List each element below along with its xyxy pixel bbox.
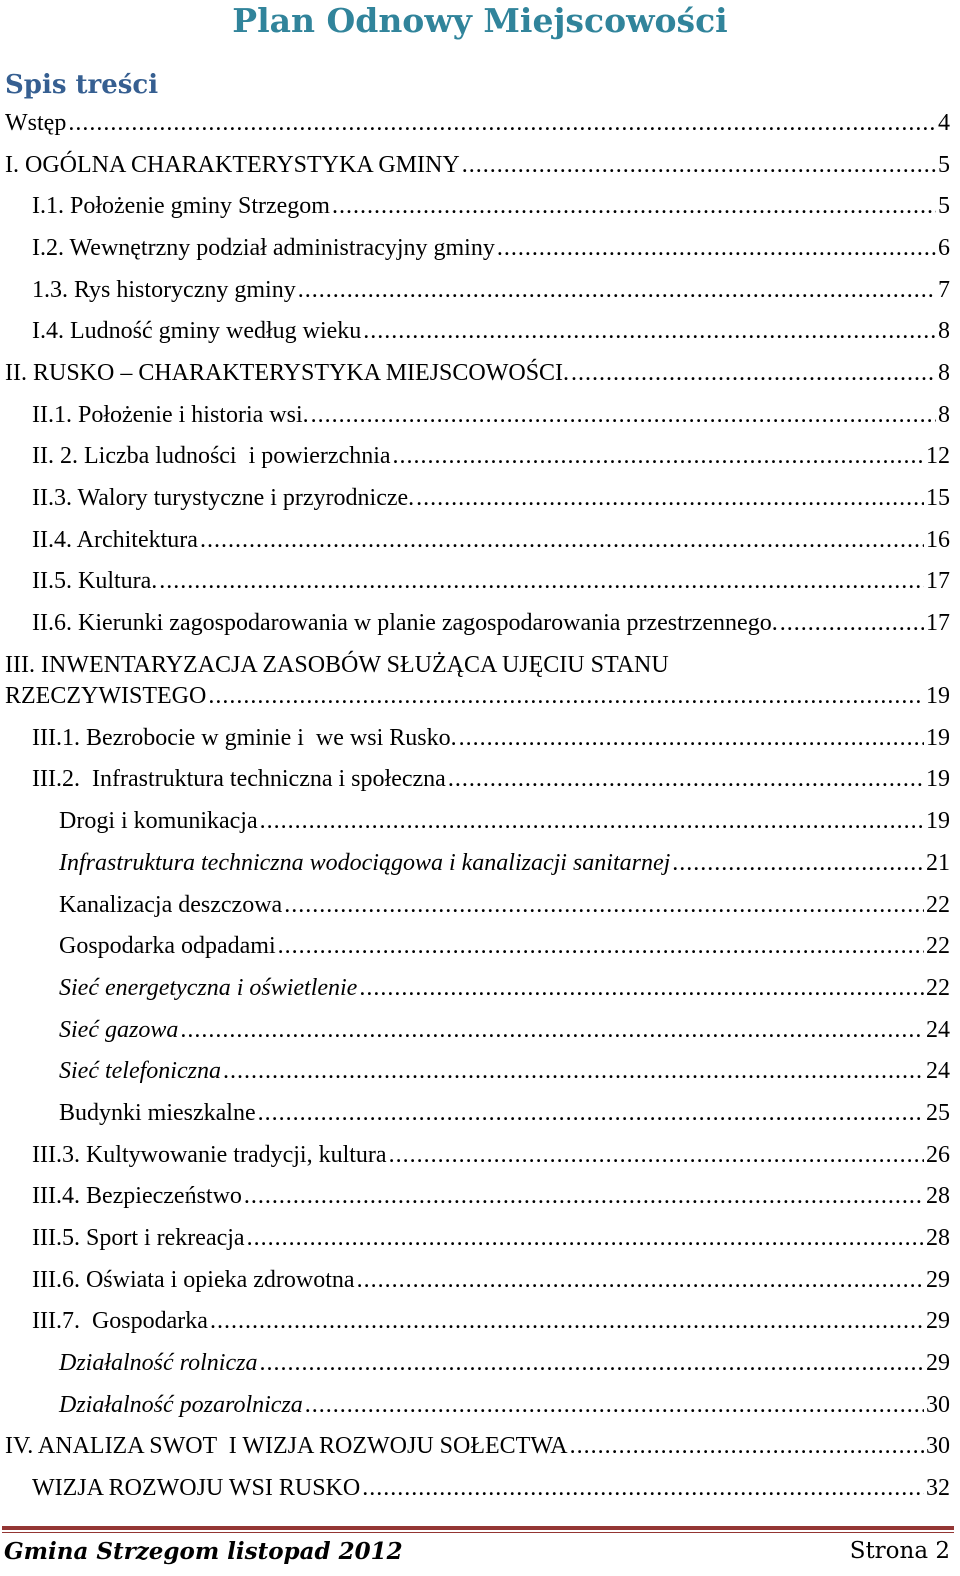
toc-page-number: 6 xyxy=(938,234,950,261)
toc-entry[interactable] xyxy=(0,1050,952,1092)
toc-leader-dots xyxy=(244,1181,924,1211)
toc-entry[interactable] xyxy=(0,102,952,144)
toc-entry[interactable] xyxy=(0,1301,952,1343)
toc-entry-label: Sieć gazowa xyxy=(59,1016,179,1043)
toc-entry-label-cont: RZECZYWISTEGO xyxy=(5,682,207,709)
toc-entry[interactable] xyxy=(0,1384,952,1426)
toc-leader-dots xyxy=(416,483,924,513)
toc-entry[interactable] xyxy=(0,185,952,227)
toc-entry-label: II.4. Architektura xyxy=(32,526,198,553)
toc-entry-label: III. INWENTARYZACJA ZASOBÓW SŁUŻĄCA UJĘCIU STANU xyxy=(5,651,669,678)
toc-entry-label: Sieć telefoniczna xyxy=(59,1058,221,1085)
toc-leader-dots xyxy=(284,890,924,920)
toc-leader-dots xyxy=(362,1473,924,1503)
footer-page-number: Strona 2 xyxy=(849,1538,950,1564)
toc-leader-dots xyxy=(332,191,936,221)
toc-entry[interactable] xyxy=(0,227,952,269)
toc-entry-label: Drogi i komunikacja xyxy=(59,808,258,835)
toc-entry-label: III.5. Sport i rekreacja xyxy=(32,1225,245,1252)
table-of-contents xyxy=(0,102,952,1509)
toc-entry-label: I.2. Wewnętrzny podział administracyjny gminy xyxy=(32,234,495,261)
toc-entry[interactable] xyxy=(0,436,952,478)
toc-leader-dots xyxy=(260,806,924,836)
toc-entry[interactable] xyxy=(0,561,952,603)
toc-leader-dots xyxy=(359,973,924,1003)
toc-leader-dots xyxy=(223,1056,924,1086)
toc-entry-label: Wstęp xyxy=(5,109,67,136)
toc-page-number: 30 xyxy=(926,1433,950,1460)
toc-entry[interactable] xyxy=(0,1426,952,1468)
toc-entry-label: IV. ANALIZA SWOT I WIZJA ROZWOJU SOŁECTWA xyxy=(5,1433,568,1460)
toc-entry[interactable] xyxy=(0,1259,952,1301)
toc-leader-dots xyxy=(298,275,936,305)
toc-entry[interactable] xyxy=(0,519,952,561)
toc-leader-dots xyxy=(780,608,924,638)
toc-page-number: 17 xyxy=(926,568,950,595)
toc-leader-dots xyxy=(357,1265,924,1295)
toc-page-number: 29 xyxy=(926,1266,950,1293)
toc-entry-label: Budynki mieszkalne xyxy=(59,1099,256,1126)
toc-entry-label: I. OGÓLNA CHARAKTERYSTYKA GMINY xyxy=(5,151,460,178)
toc-page-number: 24 xyxy=(926,1016,950,1043)
toc-leader-dots xyxy=(180,1015,924,1045)
toc-entry-label: Gospodarka odpadami xyxy=(59,933,276,960)
toc-entry[interactable] xyxy=(0,602,952,644)
toc-entry[interactable] xyxy=(0,477,952,519)
toc-entry[interactable] xyxy=(0,800,952,842)
toc-page-number: 25 xyxy=(926,1099,950,1126)
toc-entry-label: Kanalizacja deszczowa xyxy=(59,891,283,918)
toc-page-number: 5 xyxy=(938,193,950,220)
toc-entry-label: III.7. Gospodarka xyxy=(32,1308,208,1335)
toc-leader-dots xyxy=(258,1098,924,1128)
toc-leader-dots xyxy=(462,150,936,180)
toc-entry[interactable] xyxy=(0,352,952,394)
toc-leader-dots xyxy=(311,400,936,430)
toc-page-number: 24 xyxy=(926,1058,950,1085)
toc-leader-dots xyxy=(672,848,924,878)
toc-leader-dots xyxy=(278,931,924,961)
footer-rule xyxy=(2,1526,954,1530)
toc-page-number: 28 xyxy=(926,1225,950,1252)
toc-page-number: 12 xyxy=(926,443,950,470)
toc-entry[interactable] xyxy=(0,925,952,967)
toc-page-number: 30 xyxy=(926,1391,950,1418)
toc-page-number: 17 xyxy=(926,610,950,637)
toc-page-number: 28 xyxy=(926,1183,950,1210)
toc-entry-label: III.4. Bezpieczeństwo xyxy=(32,1183,242,1210)
toc-page-number: 26 xyxy=(926,1141,950,1168)
toc-entry[interactable] xyxy=(0,1342,952,1384)
toc-entry-label: 1.3. Rys historyczny gminy xyxy=(32,276,296,303)
toc-page-number: 21 xyxy=(926,849,950,876)
toc-entry-label: II.1. Położenie i historia wsi. xyxy=(32,401,309,428)
toc-entry[interactable] xyxy=(0,144,952,186)
toc-page-number: 8 xyxy=(938,318,950,345)
toc-page-number: 22 xyxy=(926,974,950,1001)
toc-entry-label: I.4. Ludność gminy według wieku xyxy=(32,318,362,345)
toc-entry-label: Działalność rolnicza xyxy=(59,1350,258,1377)
toc-entry-line2 xyxy=(5,681,950,711)
toc-leader-dots xyxy=(571,358,936,388)
toc-page-number: 22 xyxy=(926,891,950,918)
toc-entry-label: II. RUSKO – CHARAKTERYSTYKA MIEJSCOWOŚCI. xyxy=(5,359,570,386)
toc-entry-label: Infrastruktura techniczna wodociągowa i kanalizacji sanitarnej xyxy=(59,849,671,876)
toc-entry[interactable] xyxy=(0,1217,952,1259)
toc-entry-label: III.3. Kultywowanie tradycji, kultura xyxy=(32,1141,387,1168)
toc-page-number: 29 xyxy=(926,1308,950,1335)
toc-entry[interactable] xyxy=(0,967,952,1009)
toc-page-number: 8 xyxy=(938,359,950,386)
toc-entry[interactable] xyxy=(0,394,952,436)
toc-leader-dots xyxy=(68,108,936,138)
toc-entry-label: WIZJA ROZWOJU WSI RUSKO xyxy=(32,1475,361,1502)
toc-leader-dots xyxy=(497,233,936,263)
toc-page-number: 7 xyxy=(938,276,950,303)
toc-entry[interactable] xyxy=(0,717,952,759)
toc-page-number: 19 xyxy=(926,724,950,751)
footer-left-text: Gmina Strzegom listopad 2012 xyxy=(4,1538,403,1565)
toc-page-number: 32 xyxy=(926,1475,950,1502)
toc-leader-dots xyxy=(363,316,936,346)
toc-page-number: 29 xyxy=(926,1350,950,1377)
toc-entry[interactable] xyxy=(0,269,952,311)
toc-entry[interactable] xyxy=(0,1467,952,1509)
toc-entry[interactable] xyxy=(0,884,952,926)
document-title: Plan Odnowy Miejscowości xyxy=(232,1,728,40)
toc-leader-dots xyxy=(247,1223,924,1253)
toc-page-number: 16 xyxy=(926,526,950,553)
toc-entry-label: III.6. Oświata i opieka zdrowotna xyxy=(32,1266,355,1293)
toc-page-number: 19 xyxy=(926,808,950,835)
toc-page-number: 22 xyxy=(926,933,950,960)
toc-leader-dots xyxy=(448,764,924,794)
toc-entry-label: II.5. Kultura. xyxy=(32,568,158,595)
toc-entry[interactable] xyxy=(0,310,952,352)
toc-page-number: 5 xyxy=(938,151,950,178)
toc-entry[interactable] xyxy=(0,1009,952,1051)
footer-rule-thin xyxy=(2,1532,954,1533)
toc-entry-label: II. 2. Liczba ludności i powierzchnia xyxy=(32,443,391,470)
toc-leader-dots xyxy=(200,525,924,555)
toc-entry-label: Sieć energetyczna i oświetlenie xyxy=(59,974,358,1001)
toc-entry[interactable] xyxy=(0,1092,952,1134)
toc-page-number: 15 xyxy=(926,485,950,512)
toc-entry[interactable] xyxy=(0,759,952,801)
toc-page-number: 8 xyxy=(938,401,950,428)
toc-page-number: 19 xyxy=(926,682,950,709)
toc-entry-label: I.1. Położenie gminy Strzegom xyxy=(32,193,330,220)
toc-leader-dots xyxy=(570,1431,924,1461)
toc-entry-label: II.6. Kierunki zagospodarowania w planie zagospodarowania przestrzennego. xyxy=(32,610,778,637)
toc-entry[interactable] xyxy=(0,1176,952,1218)
toc-entry-label: Działalność pozarolnicza xyxy=(59,1391,303,1418)
toc-leader-dots xyxy=(459,723,924,753)
toc-entry-label: III.2. Infrastruktura techniczna i społeczna xyxy=(32,766,446,793)
toc-leader-dots xyxy=(393,441,924,471)
toc-leader-dots xyxy=(259,1348,924,1378)
toc-leader-dots xyxy=(208,681,924,711)
toc-entry[interactable] xyxy=(0,842,952,884)
toc-heading: Spis treści xyxy=(5,70,159,100)
toc-leader-dots xyxy=(210,1306,924,1336)
toc-leader-dots xyxy=(305,1390,924,1420)
toc-leader-dots xyxy=(159,566,924,596)
toc-entry-label: III.1. Bezrobocie w gminie i we wsi Rusko. xyxy=(32,724,457,751)
toc-page-number: 4 xyxy=(938,109,950,136)
toc-entry-label: II.3. Walory turystyczne i przyrodnicze. xyxy=(32,485,415,512)
toc-page-number: 19 xyxy=(926,766,950,793)
toc-entry[interactable] xyxy=(0,1134,952,1176)
toc-entry[interactable] xyxy=(0,644,952,717)
toc-leader-dots xyxy=(389,1140,924,1170)
